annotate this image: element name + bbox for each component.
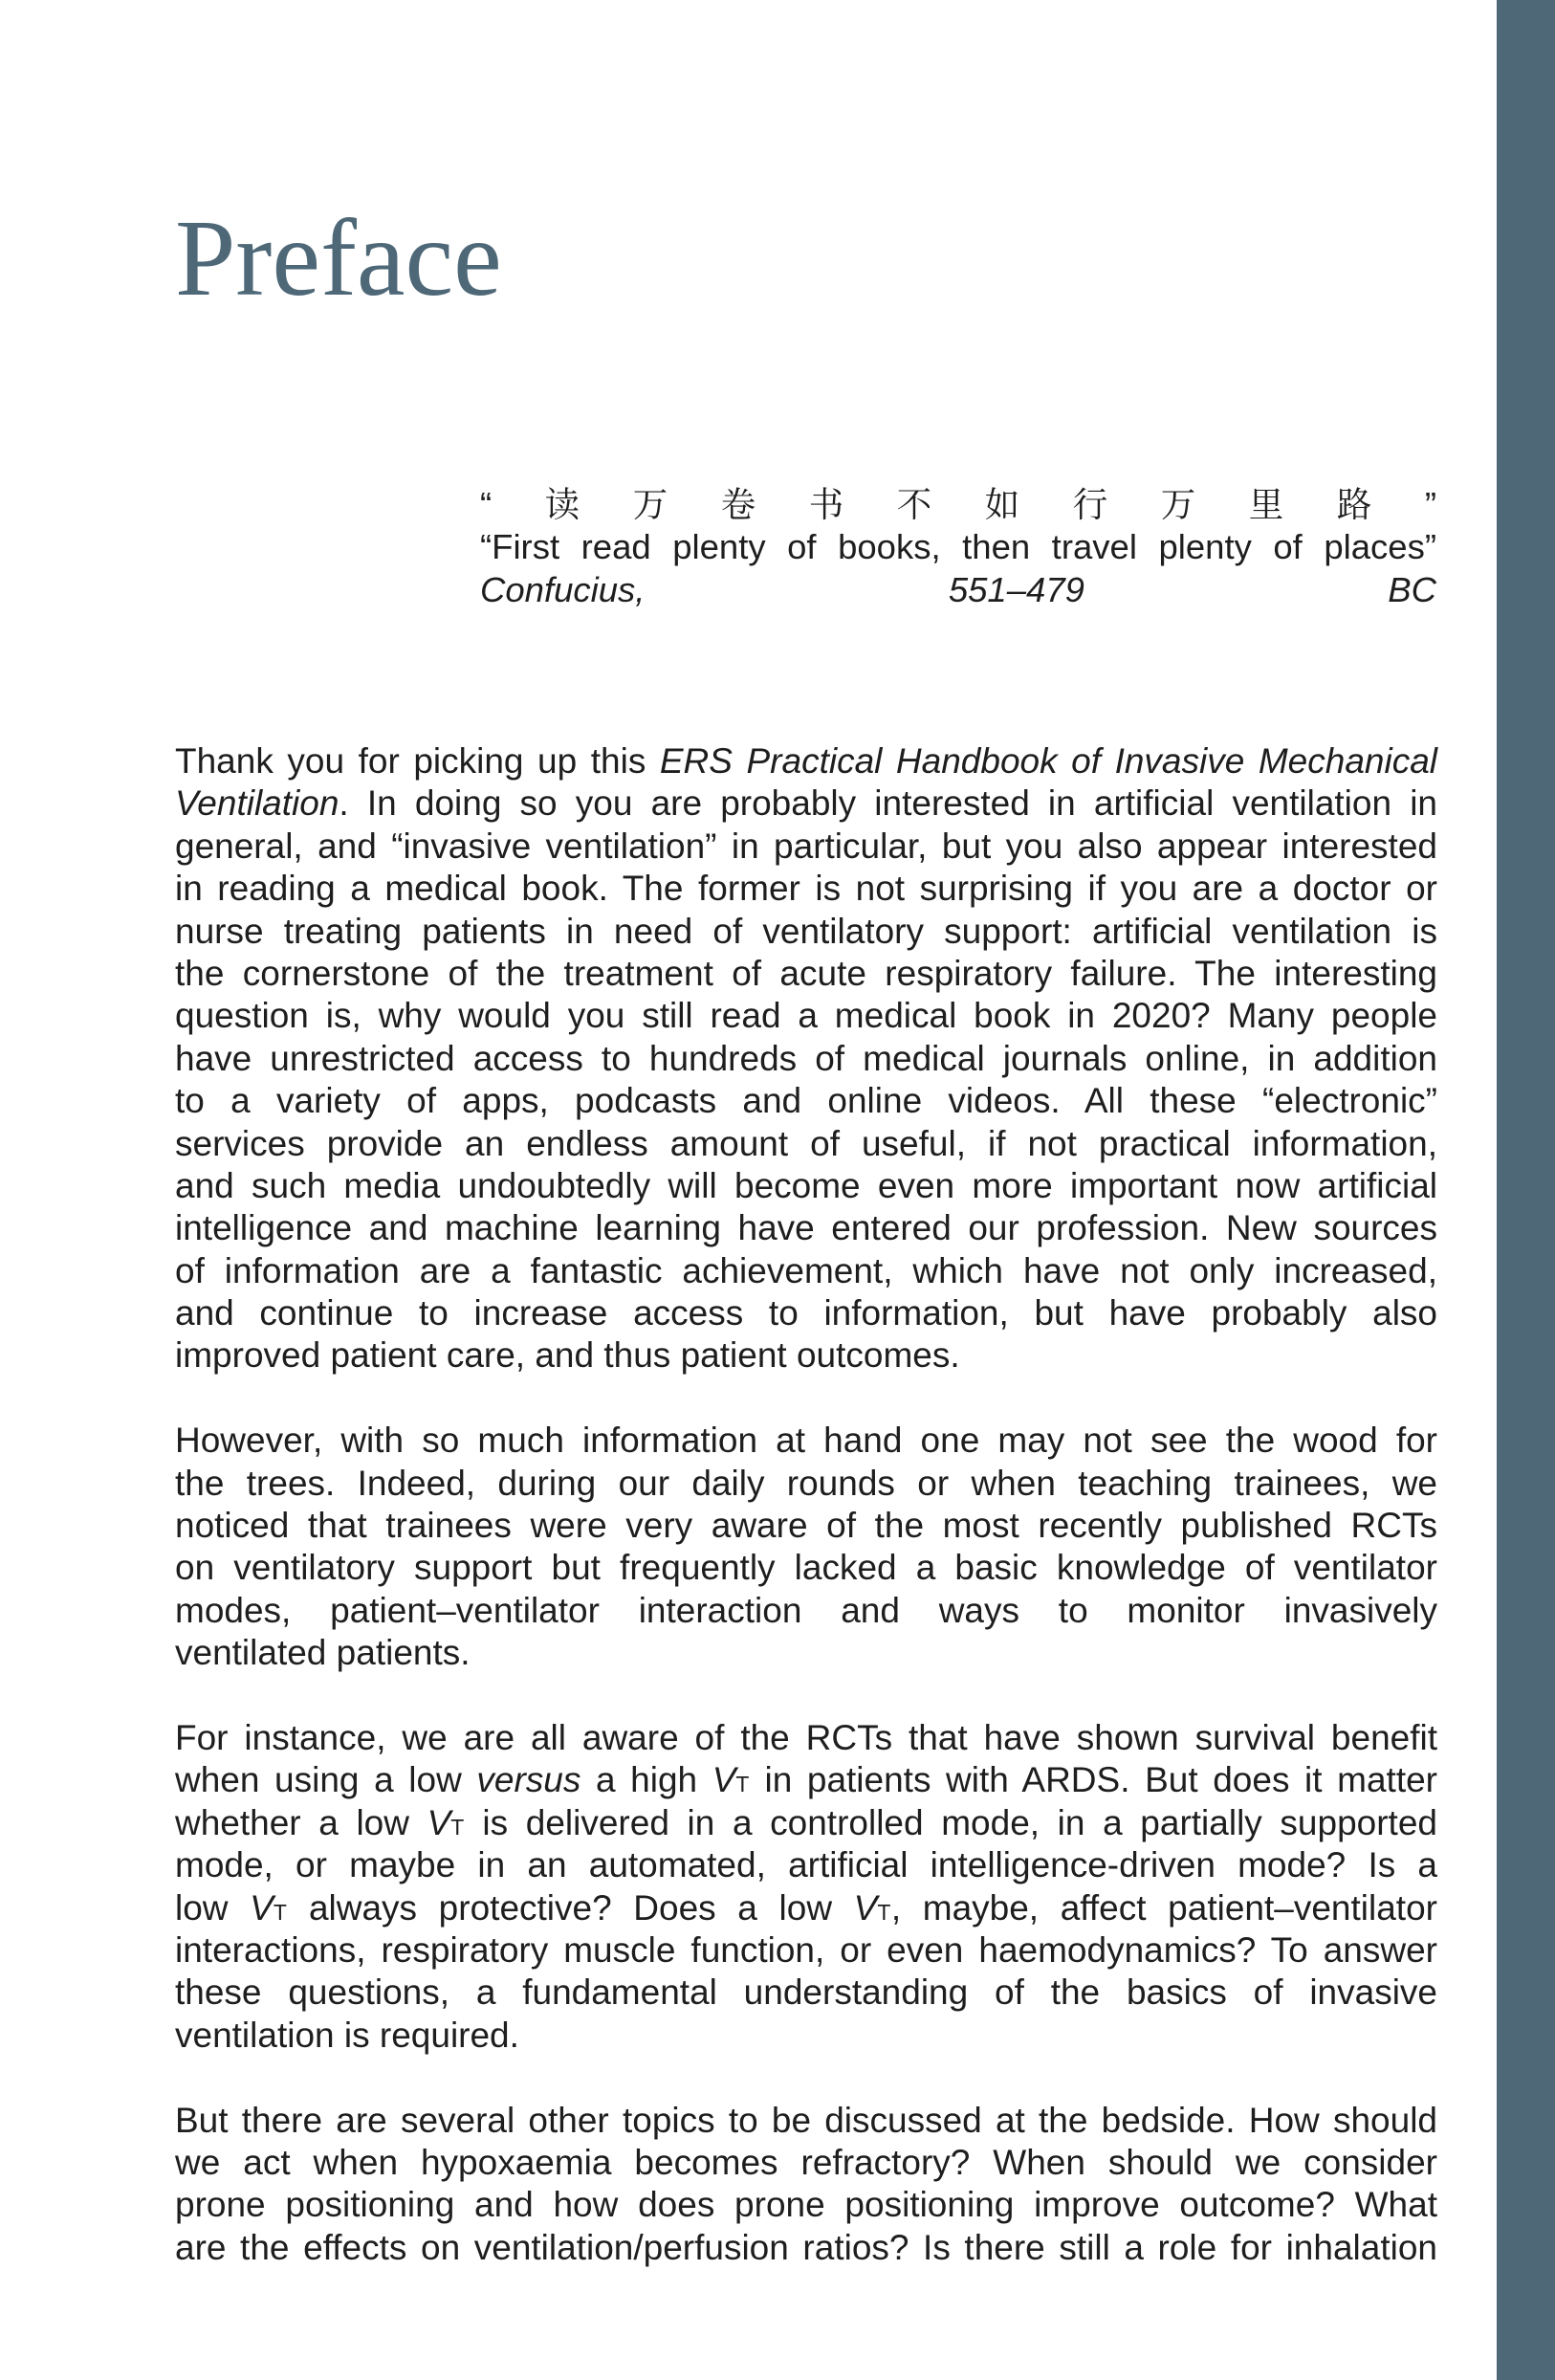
paragraph-3 (175, 1717, 1437, 2057)
text-span: is delivered in a controlled mode, in a partially supported (464, 1802, 1437, 1842)
epigraph (480, 484, 1436, 611)
tidal-volume-symbol (854, 1888, 891, 1928)
book-title: Ventilation (175, 783, 339, 824)
text-line: ventilated patients. (175, 1633, 471, 1673)
text-line: ventilation is required. (175, 2015, 519, 2055)
text-span: Thank you for picking up this (175, 741, 660, 781)
text-line: interactions, respiratory muscle function, or even haemodynamics? To answer (175, 1929, 1437, 1970)
text-line (175, 1759, 1437, 1801)
vt-subscript: T (735, 1772, 750, 1797)
text-span: always protective? Does a low (287, 1887, 854, 1928)
text-line: on ventilatory support but frequently lacked a basic knowledge of ventilator (175, 1548, 1437, 1588)
text-line: these questions, a fundamental understanding of the basics of invasive (175, 1972, 1437, 2013)
text-line: the cornerstone of the treatment of acute respiratory failure. The interesting (175, 953, 1437, 993)
epigraph-translation: “First read plenty of books, then travel plenty of places” (480, 527, 1436, 567)
preface-body (175, 740, 1437, 2269)
chapter-edge-bar (1497, 0, 1555, 2380)
text-line: we act when hypoxaemia becomes refractory? When should we consider (175, 2142, 1437, 2182)
page-title: Preface (175, 197, 502, 319)
emphasis: versus (476, 1760, 581, 1800)
text-line: services provide an endless amount of useful, if not practical information, (175, 1123, 1437, 1163)
text-line: mode, or maybe in an automated, artificial intelligence-driven mode? Is a (175, 1845, 1437, 1885)
tidal-volume-symbol (712, 1760, 750, 1799)
text-line: and such media undoubtedly will become even more important now artificial (175, 1165, 1437, 1205)
text-line: intelligence and machine learning have entered our profession. New sources (175, 1208, 1437, 1248)
text-line (175, 782, 1437, 825)
text-span: , maybe, affect patient–ventilator (890, 1887, 1437, 1928)
epigraph-chinese: “读万卷书不如行万里路” (480, 485, 1436, 524)
text-line: the trees. Indeed, during our daily rounds or when teaching trainees, we (175, 1463, 1437, 1503)
vt-letter: V (712, 1760, 736, 1800)
vt-subscript: T (450, 1814, 465, 1840)
text-line: noticed that trainees were very aware of the most recently published RCTs (175, 1506, 1437, 1546)
vt-letter: V (853, 1887, 878, 1928)
vt-subscript: T (877, 1899, 891, 1925)
text-line: general, and “invasive ventilation” in particular, but you also appear interested (175, 826, 1437, 866)
text-line: nurse treating patients in need of ventilatory support: artificial ventilation is (175, 911, 1437, 951)
text-line: But there are several other topics to be discussed at the bedside. How should (175, 2100, 1437, 2140)
text-span: low (175, 1887, 251, 1928)
epigraph-attribution: Confucius, 551–479 BC (480, 569, 1436, 609)
text-span: a high (580, 1760, 712, 1800)
text-span: . In doing so you are probably interested in artificial ventilation in (339, 783, 1437, 824)
text-line: to a variety of apps, podcasts and online videos. All these “electronic” (175, 1081, 1437, 1121)
paragraph-2 (175, 1420, 1437, 1674)
text-line: in reading a medical book. The former is not surprising if you are a doctor or (175, 869, 1437, 909)
text-line: have unrestricted access to hundreds of medical journals online, in addition (175, 1038, 1437, 1078)
text-line: prone positioning and how does prone positioning improve outcome? What (175, 2185, 1437, 2225)
text-line (175, 740, 1437, 782)
text-line: are the effects on ventilation/perfusion ratios? Is there still a role for inhalation (175, 2227, 1437, 2267)
vt-letter: V (250, 1887, 274, 1928)
vt-letter: V (427, 1802, 451, 1842)
text-span: when using a low (175, 1760, 477, 1800)
book-title: ERS Practical Handbook of Invasive Mechanical (659, 741, 1437, 781)
text-line: question is, why would you still read a medical book in 2020? Many people (175, 996, 1437, 1036)
text-line: improved patient care, and thus patient outcomes. (175, 1335, 960, 1376)
tidal-volume-symbol (250, 1888, 287, 1928)
text-line: modes, patient–ventilator interaction and ways to monitor invasively (175, 1590, 1437, 1630)
text-span: in patients with ARDS. But does it matter (749, 1760, 1437, 1800)
vt-subscript: T (273, 1899, 288, 1925)
text-line: and continue to increase access to information, but have probably also (175, 1293, 1437, 1333)
paragraph-1 (175, 740, 1437, 1377)
tidal-volume-symbol (427, 1803, 465, 1842)
text-line (175, 1887, 1437, 1929)
text-line: However, with so much information at hand one may not see the wood for (175, 1421, 1437, 1461)
text-line (175, 1802, 1437, 1844)
text-line: of information are a fantastic achievement, which have not only increased, (175, 1250, 1437, 1290)
paragraph-4 (175, 2100, 1437, 2270)
text-line: For instance, we are all aware of the RCTs that have shown survival benefit (175, 1717, 1437, 1757)
text-span: whether a low (175, 1802, 427, 1842)
